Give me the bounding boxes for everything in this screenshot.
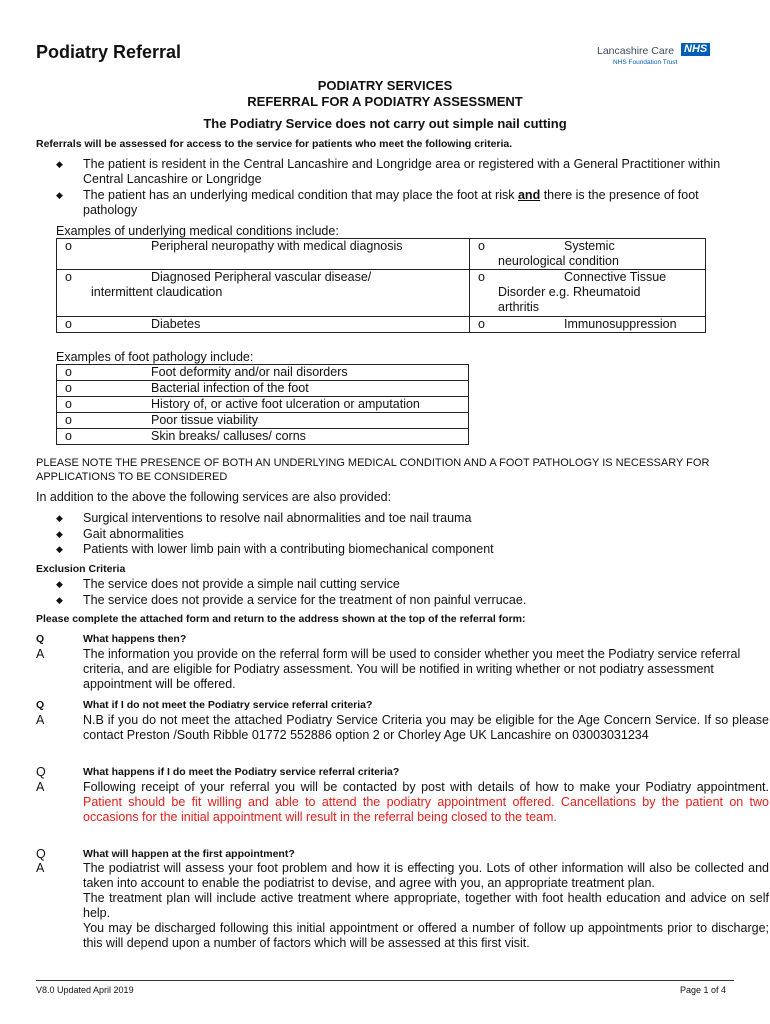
- diamond-bullet-icon: ◆: [56, 513, 63, 523]
- diamond-bullet-icon: ◆: [56, 190, 63, 200]
- footer-divider: [36, 980, 734, 981]
- table-row: [57, 270, 706, 317]
- table-row: [57, 429, 469, 445]
- diamond-bullet-icon: ◆: [56, 159, 63, 169]
- table-cell: o Systemic neurological condition: [470, 239, 706, 270]
- services-intro: In addition to the above the following services are also provided:: [36, 490, 392, 504]
- diamond-bullet-icon: ◆: [56, 595, 63, 605]
- pathology-label: Examples of foot pathology include:: [56, 350, 254, 364]
- conditions-label: Examples of underlying medical conditions include:: [56, 224, 339, 238]
- cancellation-warning: Patient should be fit willing and able to attend the podiatry appointment offered. Cancellations by the patient on two occasions for the initial appointment will result in the referral being closed to the team.: [83, 795, 769, 824]
- complete-note: Please complete the attached form and return to the address shown at the top of the referral form:: [36, 613, 526, 625]
- page-title: Podiatry Referral: [36, 42, 182, 62]
- heading-services: PODIATRY SERVICES: [317, 78, 453, 93]
- heading-nail-cutting: The Podiatry Service does not carry out simple nail cutting: [203, 116, 567, 131]
- table-cell: o Bacterial infection of the foot: [57, 381, 469, 397]
- table-row: [57, 413, 469, 429]
- logo-subtitle: NHS Foundation Trust: [613, 59, 678, 66]
- table-cell: o Immunosuppression: [470, 317, 706, 333]
- table-row: [57, 317, 706, 333]
- table-cell: o Diabetes: [57, 317, 470, 333]
- criteria-intro: Referrals will be assessed for access to the service for patients who meet the following criteria.: [36, 138, 513, 150]
- footer-version: V8.0 Updated April 2019: [36, 985, 134, 995]
- footer-page-number: Page 1 of 4: [680, 985, 727, 995]
- table-cell: o History of, or active foot ulceration or amputation: [57, 397, 469, 413]
- criteria-text-1: The patient is resident in the Central Lancashire and Longridge area or registered with a General Practitioner within Central Lancashire or Longridge: [83, 157, 721, 186]
- diamond-bullet-icon: ◆: [56, 579, 63, 589]
- table-row: [57, 397, 469, 413]
- table-cell: o Poor tissue viability: [57, 413, 469, 429]
- table-cell: o Skin breaks/ calluses/ corns: [57, 429, 469, 445]
- table-row: [57, 381, 469, 397]
- diamond-bullet-icon: ◆: [56, 544, 63, 554]
- presence-note: PLEASE NOTE THE PRESENCE OF BOTH AN UNDERLYING MEDICAL CONDITION AND A FOOT PATHOLOGY IS NECESSARY FOR APPLICATIONS TO BE CONSIDERED: [36, 457, 710, 483]
- table-cell: o Foot deformity and/or nail disorders: [57, 365, 469, 381]
- table-cell: o Connective Tissue Disorder e.g. Rheumatoid arthritis: [470, 270, 706, 317]
- nhs-badge: NHS: [681, 43, 710, 56]
- pathology-table: [56, 364, 469, 445]
- nhs-logo: [597, 42, 719, 70]
- table-cell: o Diagnosed Peripheral vascular disease/ intermittent claudication: [57, 270, 470, 317]
- diamond-bullet-icon: ◆: [56, 529, 63, 539]
- conditions-table: [56, 238, 706, 333]
- table-row: [57, 365, 469, 381]
- criteria-text-2: The patient has an underlying medical condition that may place the foot at risk and there is the presence of foot pathology: [83, 188, 699, 217]
- table-row: [57, 239, 706, 270]
- exclusion-label: Exclusion Criteria: [36, 563, 126, 575]
- logo-name: Lancashire Care: [597, 45, 675, 57]
- heading-referral: REFERRAL FOR A PODIATRY ASSESSMENT: [247, 94, 523, 109]
- table-cell: o Peripheral neuropathy with medical diagnosis: [57, 239, 470, 270]
